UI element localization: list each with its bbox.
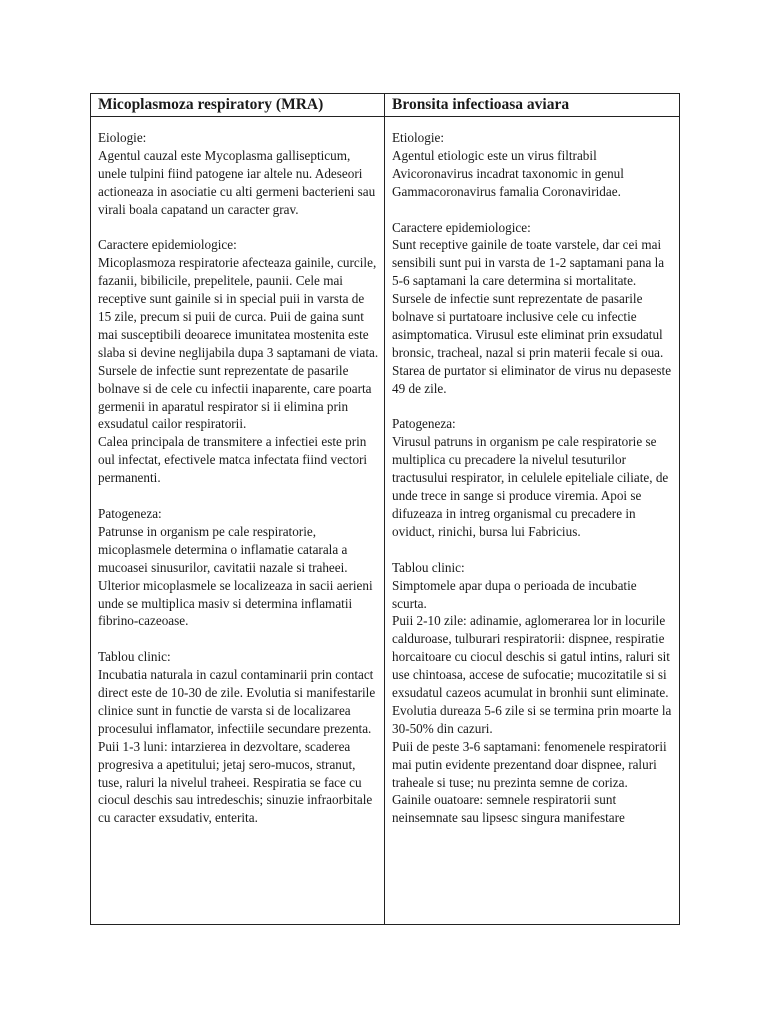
left-section-etiology bbox=[98, 129, 379, 219]
section-title: Tablou clinic: bbox=[98, 649, 171, 665]
paragraph: Puii 1-3 luni: intarzierea in dezvoltare, scaderea progresiva a apetitului; jetaj sero-mucos, stranut, tuse, raluri la nivelul traheei. Respiratia se face cu ciocul deschis sau intredeschis; sinuzie infraorbitale cu caracter exsudativ, enterita. bbox=[98, 738, 373, 826]
section-title: Etiologie: bbox=[392, 130, 445, 145]
paragraph: Sunt receptive gainile de toate varstele, dar cei mai sensibili sunt pui in varsta de 1-2 saptamani pana la 5-6 saptamani la care determina si mortalitate. bbox=[392, 237, 665, 289]
paragraph: Gainile ouatoare: semnele respiratorii sunt neinsemnate sau lipsesc singura manifestare bbox=[392, 792, 625, 826]
section-title: Patogeneza: bbox=[392, 416, 456, 432]
column-header-right: Bronsita infectioasa aviara bbox=[385, 94, 680, 117]
right-section-etiology bbox=[392, 129, 674, 201]
paragraph: Micoplasmoza respiratorie afecteaza gainile, curcile, fazanii, bibilicile, prepelitele, paunii. Cele mai receptive sunt gainile si in special puii in varsta de 15 zile, precum si puii de curca. Puii de gaina sunt mai susceptibili deoarece imunitatea mostenita este slaba si devine neglijabila dupa 3 saptamani de viata. bbox=[98, 255, 379, 360]
paragraph: Puii de peste 3-6 saptamani: fenomenele respiratorii mai putin evidente prezentand doar dispnee, raluri traheale si tuse; nu prezinta semne de coriza. bbox=[392, 738, 667, 790]
right-section-pathogenesis bbox=[392, 415, 674, 540]
column-header-left: Micoplasmoza respiratory (MRA) bbox=[91, 94, 385, 117]
right-section-clinical bbox=[392, 559, 674, 828]
paragraph: Simptomele apar dupa o perioada de incubatie scurta. bbox=[392, 577, 637, 611]
paragraph: Sursele de infectie sunt reprezentate de pasarile bolnave si de cele cu infectii inaparente, care poarta germenii in aparatul respirator si ii elimina prin exsudatul cailor respiratorii. bbox=[98, 362, 372, 432]
section-title: Tablou clinic: bbox=[392, 559, 465, 575]
section-title: Patogeneza: bbox=[98, 506, 162, 521]
paragraph: Patrunse in organism pe cale respiratorie, micoplasmele determina o inflamatie catarala a mucoasei sinusurilor, cavitatii nazale si traheei. Ulterior micoplasmele se localizeaza in sacii aerieni unde se multiplica masiv si determina inflamatii fibrino-cazeoase. bbox=[98, 523, 373, 629]
section-title: Eiologie: bbox=[98, 130, 147, 145]
content-row bbox=[91, 117, 680, 925]
left-section-pathogenesis bbox=[98, 505, 379, 630]
right-column-cell bbox=[385, 117, 680, 925]
paragraph: Calea principala de transmitere a infectiei este prin oul infectat, efectivele matca infectata fiind vectori permanenti. bbox=[98, 434, 368, 486]
header-row bbox=[91, 94, 680, 117]
paragraph: Puii 2-10 zile: adinamie, aglomerarea lor in locurile calduroase, tulburari respiratorii: dispnee, respiratie horcaitoare cu ciocul deschis si gatul intins, raluri sit use chintoasa, accese de sufocatie; mucozitatile si si exsudatul cazeos acumulat in bronhii sunt eliminate. Evolutia dureaza 5-6 zile si se termina prin moarte la 30-50% din cazuri. bbox=[392, 613, 672, 736]
paragraph: Virusul patruns in organism pe cale respiratorie se multiplica cu precadere la nivelul tesuturilor tractusului respirator, in celulele epiteliale ciliate, de unde trece in sange si produce viremia. Apoi se difuzeaza in intreg organismal cu precadere in oviduct, rinichi, bursa lui Fabricius. bbox=[392, 434, 669, 539]
comparison-table bbox=[90, 93, 680, 925]
paragraph: Incubatia naturala in cazul contaminarii prin contact direct este de 10-30 de zile. Evolutia si manifestarile clinice sunt in functie de varsta si de localizarea procesului inflamator, infectiile secundare prezenta. bbox=[98, 667, 376, 736]
right-section-epidemiology bbox=[392, 219, 674, 398]
section-title: Caractere epidemiologice: bbox=[98, 237, 237, 253]
paragraph: Sursele de infectie sunt reprezentate de pasarile bolnave si purtatoare inclusive cele cu infectie asimptomatica. Virusul este eliminat prin exsudatul bronsic, tracheal, nazal si prin materii fecale si oua. Starea de purtator si eliminator de virus nu depaseste 49 de zile. bbox=[392, 291, 672, 396]
left-section-epidemiology bbox=[98, 236, 379, 487]
paragraph: Agentul etiologic este un virus filtrabil Avicoronavirus incadrat taxonomic in genul Gammacoronavirus famalia Coronaviridae. bbox=[392, 147, 624, 199]
left-section-clinical bbox=[98, 648, 379, 827]
left-column-cell bbox=[91, 117, 385, 925]
section-title: Caractere epidemiologice: bbox=[392, 219, 531, 235]
paragraph: Agentul cauzal este Mycoplasma gallisepticum, unele tulpini fiind patogene iar altele nu. Adeseori actioneaza in asociatie cu alti germeni bacterieni sau virali boala capatand un caracter grav. bbox=[98, 147, 376, 217]
